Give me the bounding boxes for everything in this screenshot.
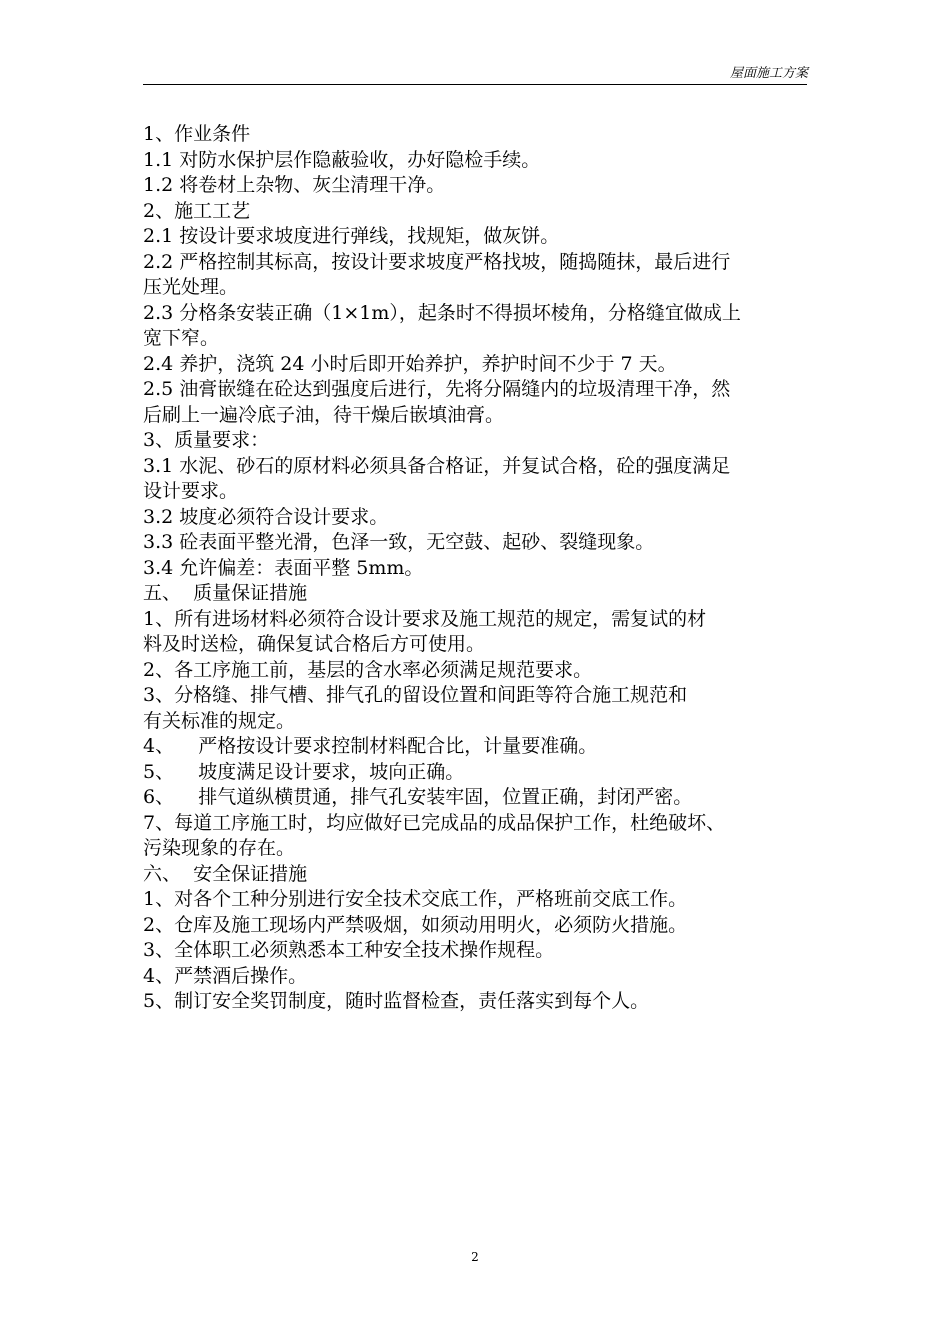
text-line: 2.1 按设计要求坡度进行弹线，找规矩，做灰饼。 [143,225,560,247]
text-line: 2.2 严格控制其标高，按设计要求坡度严格找坡，随捣随抹，最后进行 [143,250,731,273]
text-line: 3.4 允许偏差：表面平整 5mm。 [143,556,424,579]
text-line: 1、所有进场材料必须符合设计要求及施工规范的规定，需复试的材 [143,607,707,630]
text-line: 3.1 水泥、砂石的原材料必须具备合格证，并复试合格，砼的强度满足 [143,454,731,477]
text-line: 5、 坡度满足设计要求，坡向正确。 [143,760,465,783]
text-line: 4、 严格按设计要求控制材料配合比，计量要准确。 [143,735,598,757]
text-line: 五、 质量保证措施 [143,582,308,604]
text-line: 压光处理。 [143,276,239,298]
running-header-title: 屋面施工方案 [729,66,808,81]
header-rule [143,84,807,85]
text-line: 1.2 将卷材上杂物、灰尘清理干净。 [143,174,446,196]
text-line: 7、每道工序施工时，均应做好已完成品的成品保护工作，杜绝破坏、 [143,811,726,834]
text-line: 5、制订安全奖罚制度，随时监督检查，责任落实到每个人。 [143,990,650,1012]
text-line: 4、严禁酒后操作。 [143,964,308,987]
text-line: 宽下窄。 [143,327,220,349]
page-number: 2 [471,1250,479,1264]
text-line: 3、质量要求： [143,429,270,451]
text-line: 料及时送检，确保复试合格后方可使用。 [143,633,486,655]
text-line: 后刷上一遍冷底子油，待干燥后嵌填油膏。 [143,403,505,426]
text-line: 污染现象的存在。 [143,837,296,859]
document-body [143,122,811,1015]
text-line: 6、 排气道纵横贯通，排气孔安装牢固，位置正确，封闭严密。 [143,786,693,808]
text-line: 2.4 养护，浇筑 24 小时后即开始养护，养护时间不少于 7 天。 [143,352,677,375]
text-line: 2.3 分格条安装正确（1×1m），起条时不得损坏棱角，分格缝宜做成上 [143,301,741,324]
text-line: 1.1 对防水保护层作隐蔽验收，办好隐检手续。 [143,148,541,171]
text-line: 设计要求。 [143,480,239,502]
text-line: 1、对各个工种分别进行安全技术交底工作，严格班前交底工作。 [143,888,688,910]
text-line: 3.3 砼表面平整光滑，色泽一致，无空鼓、起砂、裂缝现象。 [143,531,655,553]
text-line: 1、作业条件 [143,123,251,145]
text-line: 2、仓库及施工现场内严禁吸烟，如须动用明火，必须防火措施。 [143,913,688,936]
text-line: 有关标准的规定。 [143,709,296,732]
text-line: 2、各工序施工前，基层的含水率必须满足规范要求。 [143,658,593,681]
text-line: 2、施工工艺 [143,199,251,222]
text-line: 2.5 油膏嵌缝在砼达到强度后进行，先将分隔缝内的垃圾清理干净，然 [143,378,731,400]
text-line: 3、分格缝、排气槽、排气孔的留设位置和间距等符合施工规范和 [143,684,688,706]
text-line: 3.2 坡度必须符合设计要求。 [143,505,389,528]
text-line: 六、 安全保证措施 [143,862,308,885]
text-line: 3、全体职工必须熟悉本工种安全技术操作规程。 [143,939,555,961]
